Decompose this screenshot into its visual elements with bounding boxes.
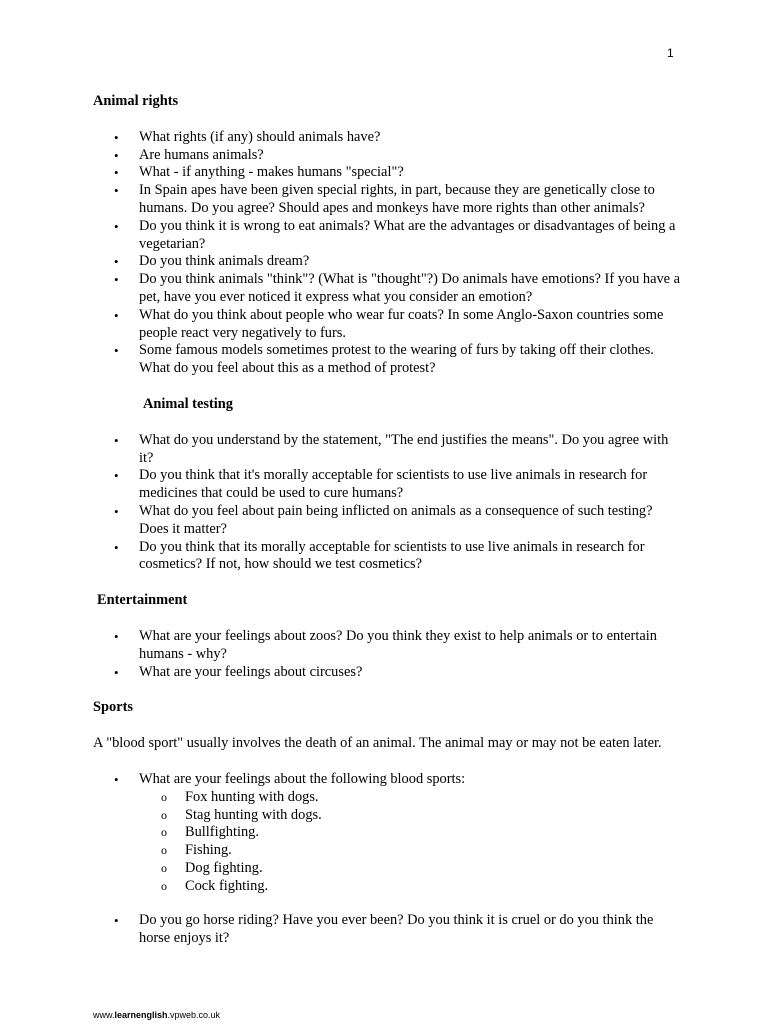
sub-list-item: o Fishing.	[139, 842, 683, 860]
sub-list-item: o Dog fighting.	[139, 860, 683, 878]
list-item: • Some famous models sometimes protest to the wearing of furs by taking off their clothes. What do you feel about this as a method of protest?	[93, 342, 683, 378]
animal-testing-list	[93, 432, 683, 574]
blood-sports-sublist	[139, 789, 683, 896]
blood-sports-question: What are your feelings about the following blood sports:	[139, 770, 466, 787]
list-item: • What are your feelings about zoos? Do you think they exist to help animals or to entertain humans - why?	[93, 628, 683, 664]
list-item: • Do you think that it's morally acceptable for scientists to use live animals in research for medicines that could be used to cure humans?	[93, 467, 683, 503]
footer-url[interactable]	[93, 1010, 220, 1020]
list-item	[93, 771, 683, 896]
footer-suffix: .vpweb.co.uk	[167, 1010, 221, 1020]
page-number: 1	[667, 46, 674, 60]
document-body	[93, 93, 683, 948]
sub-list-item: o Bullfighting.	[139, 824, 683, 842]
sub-list-item: o Fox hunting with dogs.	[139, 789, 683, 807]
heading-entertainment: Entertainment	[97, 592, 188, 609]
list-item: • Do you go horse riding? Have you ever been? Do you think it is cruel or do you think the horse enjoys it?	[93, 912, 683, 948]
list-item: • Do you think animals "think"? (What is "thought"?) Do animals have emotions? If you have a pet, have you ever noticed it express what you consider an emotion?	[93, 271, 683, 307]
list-item: • Do you think animals dream?	[93, 253, 683, 271]
sub-list-item: o Cock fighting.	[139, 878, 683, 896]
list-item: • Are humans animals?	[93, 147, 683, 165]
sports-intro: A "blood sport" usually involves the death of an animal. The animal may or may not be eaten later.	[93, 735, 662, 752]
heading-animal-rights: Animal rights	[93, 93, 179, 109]
list-item: • What are your feelings about circuses?	[93, 664, 683, 682]
list-item: • Do you think that its morally acceptable for scientists to use live animals in research for cosmetics? If not, how should we test cosmetics?	[93, 539, 683, 575]
list-item: • What do you understand by the statement, "The end justifies the means". Do you agree with it?	[93, 432, 683, 468]
list-item: • What do you feel about pain being inflicted on animals as a consequence of such testing? Does it matter?	[93, 503, 683, 539]
list-item: • Do you think it is wrong to eat animals? What are the advantages or disadvantages of being a vegetarian?	[93, 218, 683, 254]
footer-brand: learnenglish	[114, 1010, 168, 1020]
list-item: • What - if anything - makes humans "special"?	[93, 164, 683, 182]
entertainment-list	[93, 628, 683, 681]
list-item: • In Spain apes have been given special rights, in part, because they are genetically close to humans. Do you agree? Should apes and monkeys have more rights than other animals?	[93, 182, 683, 218]
footer-prefix: www.	[93, 1010, 115, 1020]
heading-animal-testing: Animal testing	[143, 395, 233, 412]
sports-list	[93, 771, 683, 948]
animal-rights-list	[93, 129, 683, 378]
sub-list-item: o Stag hunting with dogs.	[139, 807, 683, 825]
list-item: • What rights (if any) should animals have?	[93, 129, 683, 147]
list-item: • What do you think about people who wear fur coats? In some Anglo-Saxon countries some people react very negatively to furs.	[93, 307, 683, 343]
heading-sports: Sports	[93, 699, 133, 716]
